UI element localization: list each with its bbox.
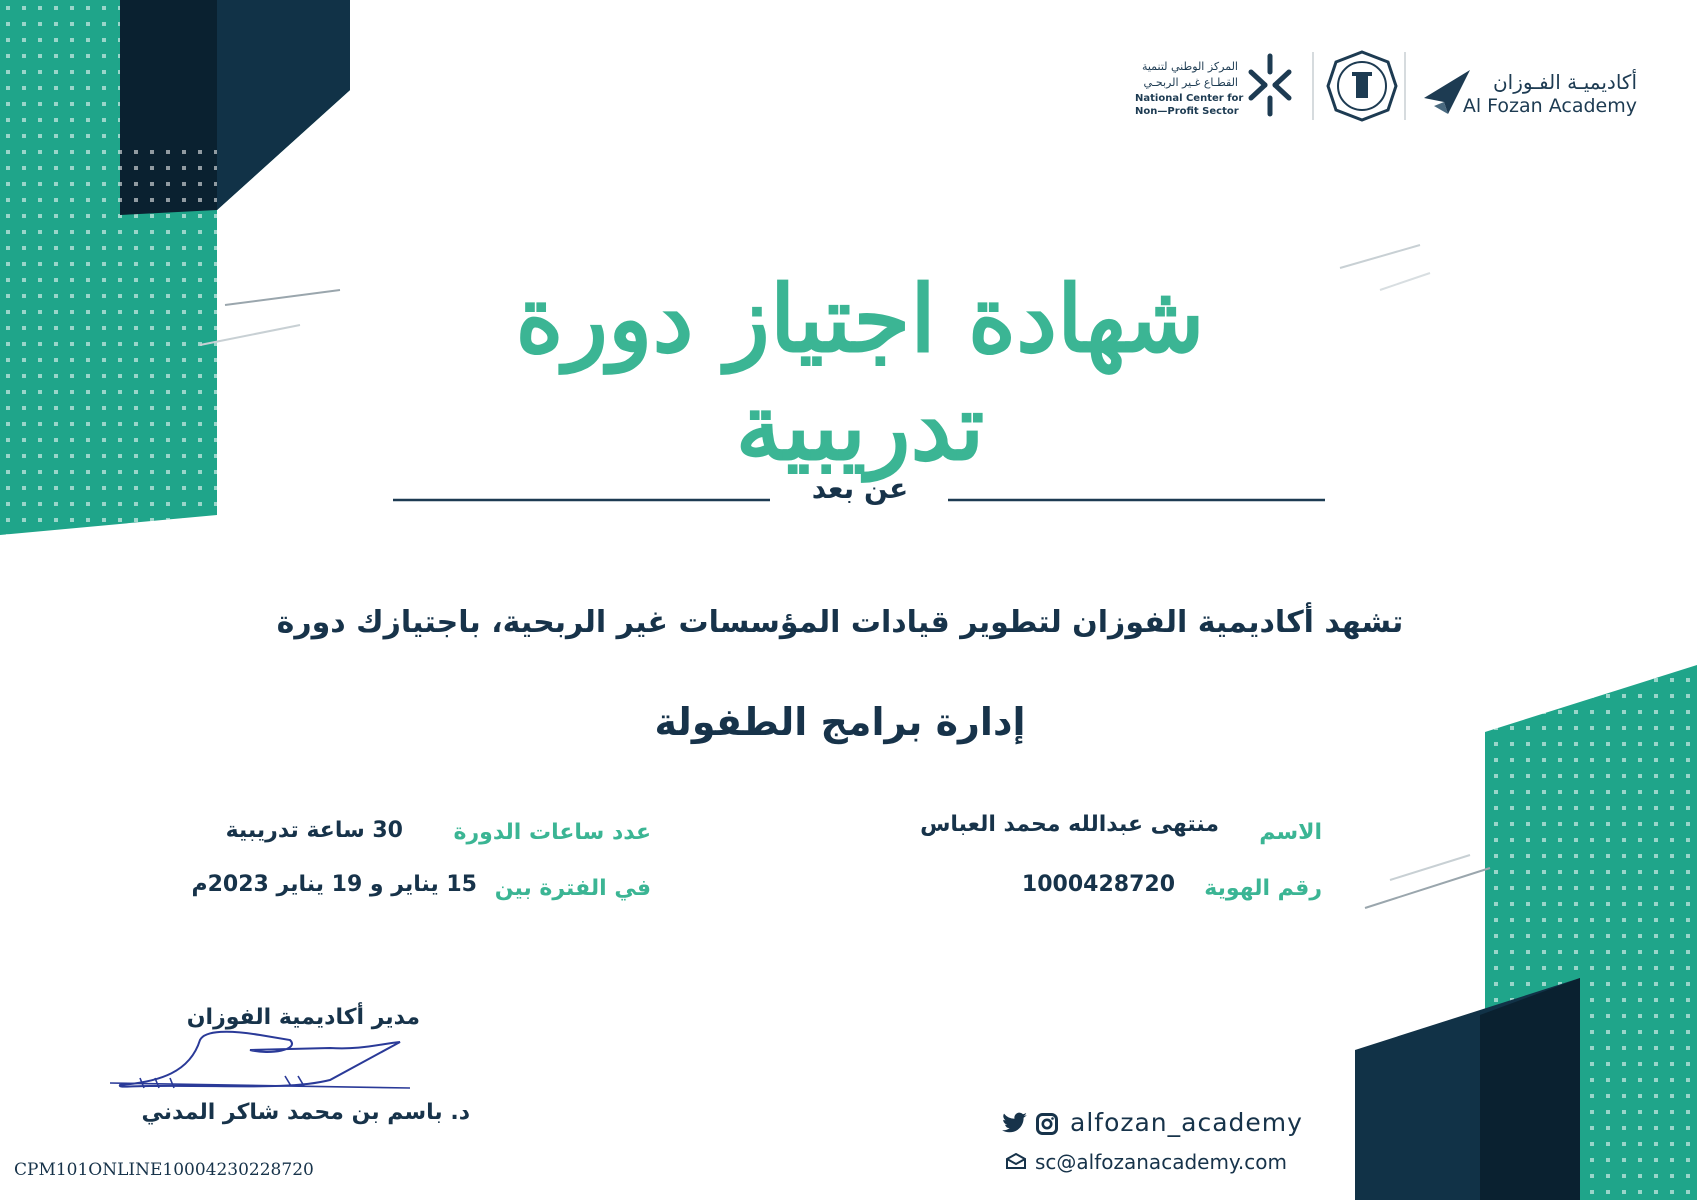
course-hours-label: عدد ساعات الدورة [453, 820, 651, 845]
name-value: منتهى عبدالله محمد العباس [920, 812, 1219, 837]
ncnp-logo-english-line2: Non—Profit Sector [1135, 106, 1239, 117]
certificate-title: شهادة اجتياز دورة تدريبية [515, 265, 1205, 481]
ncnp-logo-english-line1: National Center for [1135, 93, 1244, 104]
fozan-logo-arabic: أكاديميـة الفـوزان [1492, 70, 1637, 94]
ncnp-logo-arabic-line1: المركز الوطني لتنمية [1141, 60, 1238, 73]
id-label: رقم الهوية [1204, 876, 1322, 901]
fozan-logo-english: Al Fozan Academy [1462, 95, 1637, 117]
social-handle: alfozan_academy [1070, 1108, 1303, 1137]
serial-number: CPM101ONLINE10004230228720 [14, 1160, 314, 1180]
course-period-value: 15 يناير و 19 يناير 2023م [191, 872, 477, 897]
mail-icon [1006, 1153, 1026, 1169]
director-name: د. باسم بن محمد شاكر المدني [141, 1100, 470, 1125]
course-hours-value: 30 ساعة تدريبية [225, 818, 403, 843]
contact-email: sc@alfozanacademy.com [1035, 1150, 1287, 1174]
course-name: إدارة برامج الطفولة [654, 700, 1026, 744]
ncnp-logo-arabic-line2: القطـاع غـير الربحـي [1143, 76, 1238, 89]
twitter-icon [1002, 1112, 1028, 1134]
university-seal-icon [1326, 50, 1398, 122]
instagram-icon [1036, 1113, 1058, 1135]
director-title: مدير أكاديمية الفوزان [186, 1005, 420, 1030]
certificate-statement: تشهد أكاديمية الفوزان لتطوير قيادات المؤسسات غير الربحية، باجتيازك دورة [276, 605, 1404, 640]
name-label: الاسم [1259, 820, 1322, 845]
id-value: 1000428720 [1021, 872, 1175, 897]
course-period-label: في الفترة بين [494, 876, 651, 901]
delivery-mode-label: عن بعد [811, 472, 909, 505]
ncnp-logo-icon [1245, 52, 1295, 118]
